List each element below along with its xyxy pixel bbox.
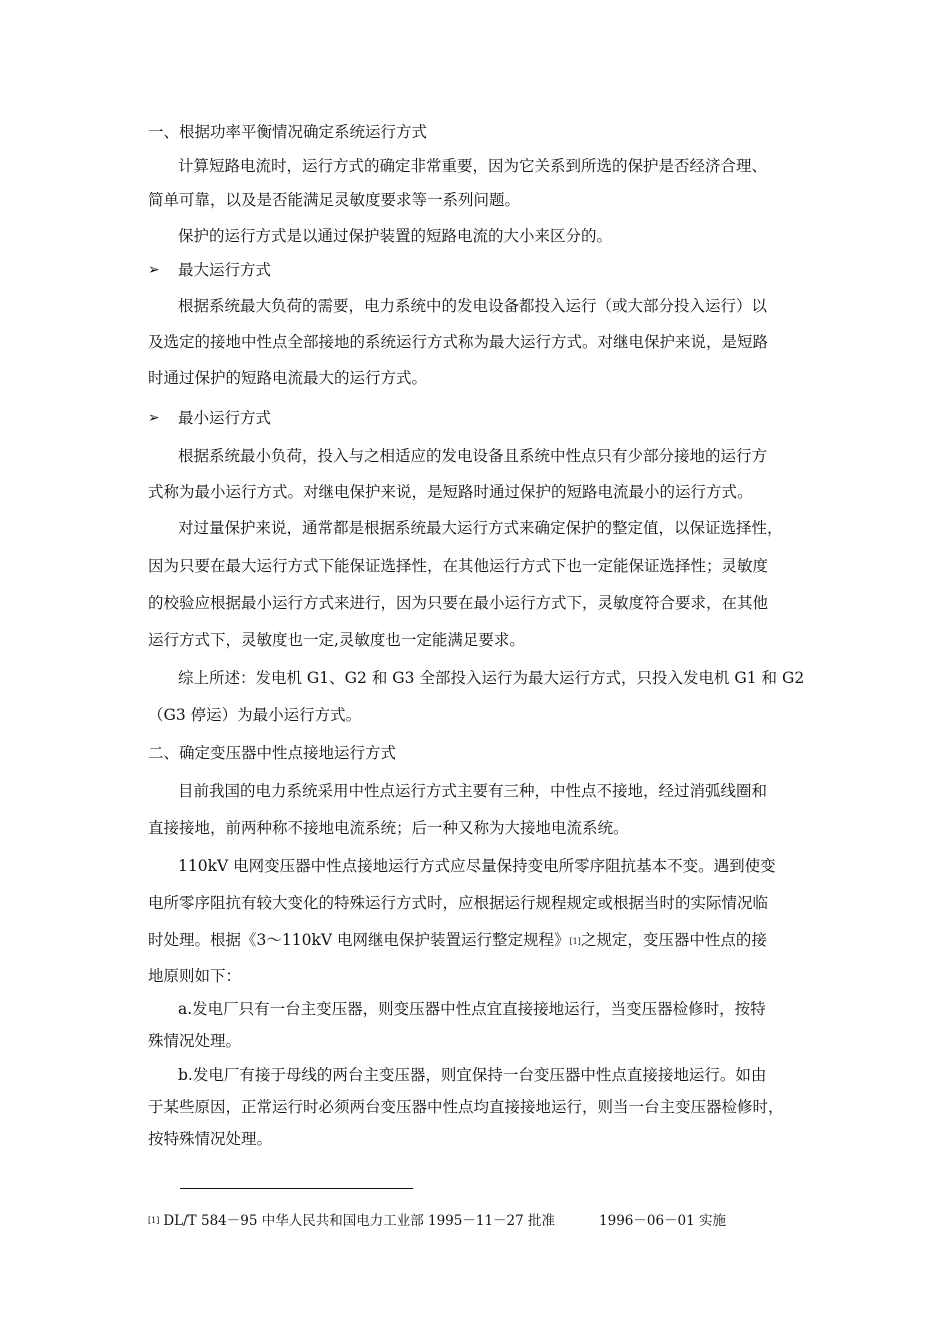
section-heading-2: 二、确定变压器中性点接地运行方式 xyxy=(148,744,397,762)
subheading-min-mode: 最小运行方式 xyxy=(178,409,272,427)
paragraph-line: 综上所述：发电机 G1、G2 和 G3 全部投入运行为最大运行方式，只投入发电机 G1 和 G2 xyxy=(178,669,805,687)
list-item-b-cont: 于某些原因，正常运行时必须两台变压器中性点均直接接地运行，则当一台主变压器检修时， xyxy=(148,1098,784,1116)
footnote-divider xyxy=(180,1188,413,1189)
paragraph-line: 110kV 电网变压器中性点接地运行方式应尽量保持变电所零序阻抗基本不变。遇到使变 xyxy=(178,857,776,875)
footnote-reference[interactable]: [1] xyxy=(569,937,581,946)
list-item-a: a.发电厂只有一台主变压器，则变压器中性点宜直接接地运行，当变压器检修时，按特 xyxy=(178,1000,766,1018)
paragraph-text: 时处理。根据《3～110kV 电网继电保护装置运行整定规程》 xyxy=(148,931,570,949)
arrow-bullet-icon: ➢ xyxy=(148,410,160,426)
paragraph-line: 直接接地，前两种称不接地电流系统；后一种又称为大接地电流系统。 xyxy=(148,819,629,837)
list-item-a-cont: 殊情况处理。 xyxy=(148,1032,242,1050)
paragraph-line: 简单可靠，以及是否能满足灵敏度要求等一系列问题。 xyxy=(148,191,521,209)
paragraph-line: 地原则如下： xyxy=(148,967,242,985)
footnote-date: 1996－06－01 实施 xyxy=(599,1213,727,1229)
paragraph-line: 根据系统最大负荷的需要，电力系统中的发电设备都投入运行（或大部分投入运行）以 xyxy=(178,297,768,315)
list-item-b-cont: 按特殊情况处理。 xyxy=(148,1130,273,1148)
paragraph-line: 运行方式下，灵敏度也一定,灵敏度也一定能满足要求。 xyxy=(148,631,525,649)
paragraph-line: 因为只要在最大运行方式下能保证选择性，在其他运行方式下也一定能保证选择性；灵敏度 xyxy=(148,557,769,575)
footnote-mark: [1] xyxy=(148,1216,160,1225)
footnote-text: DL/T 584－95 中华人民共和国电力工业部 1995－11－27 批准 xyxy=(163,1213,556,1229)
arrow-bullet-icon: ➢ xyxy=(148,262,160,278)
paragraph-line: 的校验应根据最小运行方式来进行，因为只要在最小运行方式下，灵敏度符合要求，在其他 xyxy=(148,594,769,612)
subheading-max-mode: 最大运行方式 xyxy=(178,261,272,279)
paragraph-line: （G3 停运）为最小运行方式。 xyxy=(148,706,362,724)
paragraph-line: 及选定的接地中性点全部接地的系统运行方式称为最大运行方式。对继电保护来说，是短路 xyxy=(148,333,769,351)
paragraph-line: 目前我国的电力系统采用中性点运行方式主要有三种，中性点不接地，经过消弧线圈和 xyxy=(178,782,768,800)
paragraph-line: 式称为最小运行方式。对继电保护来说，是短路时通过保护的短路电流最小的运行方式。 xyxy=(148,483,753,501)
paragraph-line: 保护的运行方式是以通过保护装置的短路电流的大小来区分的。 xyxy=(178,227,613,245)
paragraph-line: 电所零序阻抗有较大变化的特殊运行方式时，应根据运行规程规定或根据当时的实际情况临 xyxy=(148,894,769,912)
paragraph-line: 计算短路电流时，运行方式的确定非常重要，因为它关系到所选的保护是否经济合理、 xyxy=(178,157,768,175)
paragraph-line: 对过量保护来说，通常都是根据系统最大运行方式来确定保护的整定值，以保证选择性， xyxy=(178,519,783,537)
paragraph-line: 时通过保护的短路电流最大的运行方式。 xyxy=(148,369,428,387)
footnote xyxy=(148,1212,726,1230)
paragraph-text: 之规定，变压器中性点的接 xyxy=(580,931,767,949)
paragraph-line-with-reference xyxy=(148,930,767,952)
paragraph-line: 根据系统最小负荷，投入与之相适应的发电设备且系统中性点只有少部分接地的运行方 xyxy=(178,447,768,465)
section-heading-1: 一、根据功率平衡情况确定系统运行方式 xyxy=(148,123,428,141)
list-item-b: b.发电厂有接于母线的两台主变压器，则宜保持一台变压器中性点直接接地运行。如由 xyxy=(178,1066,767,1084)
